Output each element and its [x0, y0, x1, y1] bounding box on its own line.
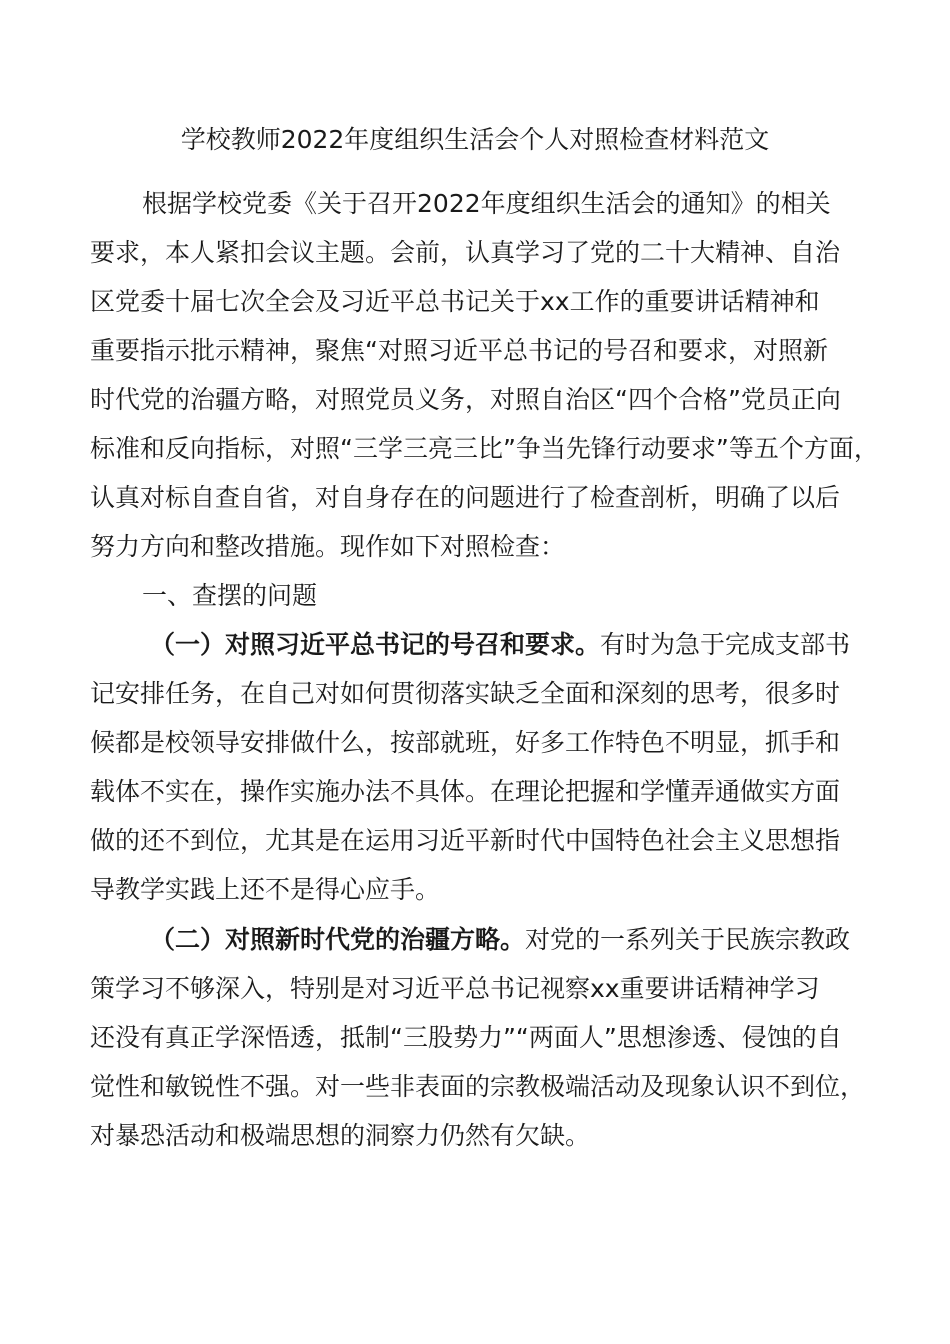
- item-line: 记安排任务，在自己对如何贯彻落实缺乏全面和深刻的思考，很多时: [90, 679, 841, 708]
- intro-line: 根据学校党委《关于召开2022年度组织生活会的通知》的相关: [142, 189, 831, 218]
- item-first-line: [150, 625, 850, 665]
- item-text: 对党的一系列关于民族宗教政: [525, 925, 851, 954]
- intro-line: 认真对标自查自省，对自身存在的问题进行了检查剖析，明确了以后: [90, 483, 841, 512]
- item-first-line: [150, 920, 850, 960]
- item-line: 策学习不够深入，特别是对习近平总书记视察xx重要讲话精神学习: [90, 974, 820, 1003]
- item-line: 候都是校领导安排做什么，按部就班，好多工作特色不明显，抓手和: [90, 728, 841, 757]
- item-heading: （一）对照习近平总书记的号召和要求。: [150, 630, 601, 659]
- item-line: 做的还不到位，尤其是在运用习近平新时代中国特色社会主义思想指: [90, 826, 841, 855]
- item-line: 还没有真正学深悟透，抵制“三股势力”“两面人”思想渗透、侵蚀的自: [90, 1023, 842, 1052]
- section-heading: 一、查摆的问题: [142, 581, 318, 610]
- item-line: 觉性和敏锐性不强。对一些非表面的宗教极端活动及现象认识不到位，: [90, 1072, 866, 1101]
- intro-line: 努力方向和整改措施。现作如下对照检查：: [90, 532, 566, 561]
- item-text: 有时为急于完成支部书: [600, 630, 851, 659]
- document-title: 学校教师2022年度组织生活会个人对照检查材料范文: [180, 125, 770, 154]
- item-line: 导教学实践上还不是得心应手。: [90, 875, 441, 904]
- intro-line: 重要指示批示精神，聚焦“对照习近平总书记的号召和要求，对照新: [90, 336, 828, 365]
- intro-line: 时代党的治疆方略，对照党员义务，对照自治区“四个合格”党员正向: [90, 385, 841, 414]
- item-line: 对暴恐活动和极端思想的洞察力仍然有欠缺。: [90, 1121, 591, 1150]
- intro-line: 区党委十届七次全会及习近平总书记关于xx工作的重要讲话精神和: [90, 287, 820, 316]
- item-line: 载体不实在，操作实施办法不具体。在理论把握和学懂弄通做实方面: [90, 777, 841, 806]
- intro-line: 要求，本人紧扣会议主题。会前，认真学习了党的二十大精神、自治: [90, 238, 841, 267]
- item-heading: （二）对照新时代党的治疆方略。: [150, 925, 526, 954]
- intro-line: 标准和反向指标，对照“三学三亮三比”争当先锋行动要求”等五个方面，: [90, 434, 879, 463]
